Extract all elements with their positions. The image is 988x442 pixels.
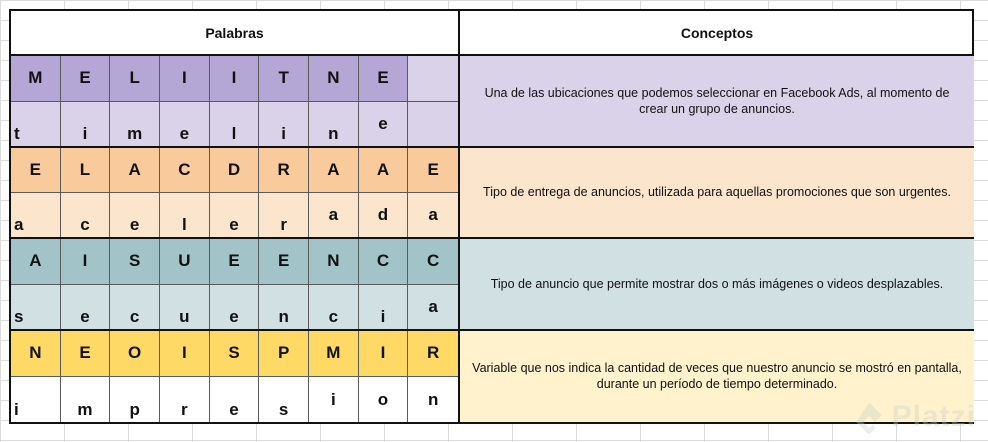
- scrambled-row: [11, 56, 458, 101]
- answer-cell[interactable]: a: [309, 193, 359, 237]
- scrambled-row: [11, 331, 458, 377]
- letter-cell[interactable]: A: [359, 148, 409, 193]
- answer-cell[interactable]: e: [210, 285, 260, 329]
- letter-cell[interactable]: E: [61, 331, 111, 377]
- answer-cell[interactable]: e: [61, 285, 111, 329]
- answer-cell[interactable]: c: [309, 285, 359, 329]
- word-block-impresion: [11, 331, 458, 423]
- letter-cell[interactable]: D: [210, 148, 260, 193]
- word-block-timeline: [11, 56, 458, 148]
- letter-cell[interactable]: E: [210, 239, 260, 284]
- answer-cell[interactable]: r: [160, 377, 210, 422]
- letter-cell[interactable]: C: [359, 239, 409, 284]
- answer-cell[interactable]: o: [359, 377, 409, 422]
- word-puzzle-table: [9, 9, 974, 424]
- header-conceptos: Conceptos: [460, 11, 974, 56]
- letter-cell[interactable]: E: [259, 239, 309, 284]
- answer-cell[interactable]: d: [359, 193, 409, 237]
- letter-cell[interactable]: I: [61, 239, 111, 284]
- letter-cell[interactable]: T: [259, 56, 309, 101]
- answer-cell[interactable]: t: [11, 102, 61, 146]
- answer-cell[interactable]: n: [309, 102, 359, 146]
- letter-cell[interactable]: I: [160, 331, 210, 377]
- answer-cell[interactable]: i: [11, 377, 61, 422]
- letter-cell[interactable]: E: [11, 148, 61, 193]
- answer-cell[interactable]: c: [61, 193, 111, 237]
- letter-cell[interactable]: N: [309, 56, 359, 101]
- concept-secuencia: Tipo de anuncio que permite mostrar dos o más imágenes o videos desplazables.: [460, 239, 974, 331]
- letter-cell[interactable]: P: [259, 331, 309, 377]
- header-palabras: Palabras: [11, 11, 460, 56]
- answer-cell[interactable]: a: [408, 193, 458, 237]
- letter-cell[interactable]: M: [11, 56, 61, 101]
- words-column: [11, 56, 460, 422]
- answer-cell[interactable]: e: [210, 193, 260, 237]
- letter-cell[interactable]: I: [359, 331, 409, 377]
- letter-cell[interactable]: N: [309, 239, 359, 284]
- answer-cell[interactable]: m: [110, 102, 160, 146]
- concept-timeline: Una de las ubicaciones que podemos seleccionar en Facebook Ads, al momento de crear un grupo de anuncios.: [460, 56, 974, 148]
- answer-cell[interactable]: i: [61, 102, 111, 146]
- letter-cell[interactable]: L: [61, 148, 111, 193]
- platzi-watermark: [852, 400, 976, 434]
- answer-cell[interactable]: i: [359, 285, 409, 329]
- answer-cell[interactable]: e: [210, 377, 260, 422]
- answer-row: [11, 101, 458, 146]
- answer-row: [11, 284, 458, 329]
- concept-acelerada: Tipo de entrega de anuncios, utilizada para aquellas promociones que son urgentes.: [460, 148, 974, 240]
- answer-cell[interactable]: e: [110, 193, 160, 237]
- platzi-logo-icon: [852, 400, 886, 434]
- letter-cell[interactable]: L: [110, 56, 160, 101]
- answer-cell[interactable]: s: [259, 377, 309, 422]
- answer-cell[interactable]: m: [61, 377, 111, 422]
- letter-cell[interactable]: C: [408, 239, 458, 284]
- concepts-column: [460, 56, 974, 422]
- letter-cell[interactable]: C: [160, 148, 210, 193]
- answer-cell[interactable]: [408, 102, 458, 146]
- answer-cell[interactable]: n: [408, 377, 458, 422]
- letter-cell[interactable]: S: [110, 239, 160, 284]
- letter-cell[interactable]: N: [11, 331, 61, 377]
- answer-cell[interactable]: s: [11, 285, 61, 329]
- letter-cell[interactable]: [408, 56, 458, 101]
- answer-cell[interactable]: u: [160, 285, 210, 329]
- word-block-acelerada: [11, 148, 458, 240]
- scrambled-row: [11, 148, 458, 193]
- answer-row: [11, 376, 458, 422]
- answer-cell[interactable]: e: [359, 102, 409, 146]
- answer-cell[interactable]: e: [160, 102, 210, 146]
- letter-cell[interactable]: I: [160, 56, 210, 101]
- letter-cell[interactable]: E: [359, 56, 409, 101]
- platzi-watermark-text: Platzi: [891, 400, 976, 433]
- answer-cell[interactable]: n: [259, 285, 309, 329]
- scrambled-row: [11, 239, 458, 284]
- letter-cell[interactable]: S: [210, 331, 260, 377]
- answer-cell[interactable]: c: [110, 285, 160, 329]
- answer-cell[interactable]: r: [259, 193, 309, 237]
- letter-cell[interactable]: E: [61, 56, 111, 101]
- letter-cell[interactable]: A: [11, 239, 61, 284]
- answer-cell[interactable]: a: [11, 193, 61, 237]
- letter-cell[interactable]: E: [408, 148, 458, 193]
- letter-cell[interactable]: R: [408, 331, 458, 377]
- answer-cell[interactable]: a: [408, 285, 458, 329]
- letter-cell[interactable]: A: [110, 148, 160, 193]
- word-block-secuencia: [11, 239, 458, 331]
- answer-cell[interactable]: p: [110, 377, 160, 422]
- answer-cell[interactable]: i: [259, 102, 309, 146]
- letter-cell[interactable]: O: [110, 331, 160, 377]
- letter-cell[interactable]: I: [210, 56, 260, 101]
- letter-cell[interactable]: R: [259, 148, 309, 193]
- answer-cell[interactable]: i: [309, 377, 359, 422]
- answer-row: [11, 192, 458, 237]
- concept-impresion: Variable que nos indica la cantidad de veces que nuestro anuncio se mostró en pantalla, durante un período de tiempo determinado.: [460, 331, 974, 423]
- letter-cell[interactable]: M: [309, 331, 359, 377]
- letter-cell[interactable]: U: [160, 239, 210, 284]
- answer-cell[interactable]: l: [160, 193, 210, 237]
- letter-cell[interactable]: A: [309, 148, 359, 193]
- answer-cell[interactable]: l: [210, 102, 260, 146]
